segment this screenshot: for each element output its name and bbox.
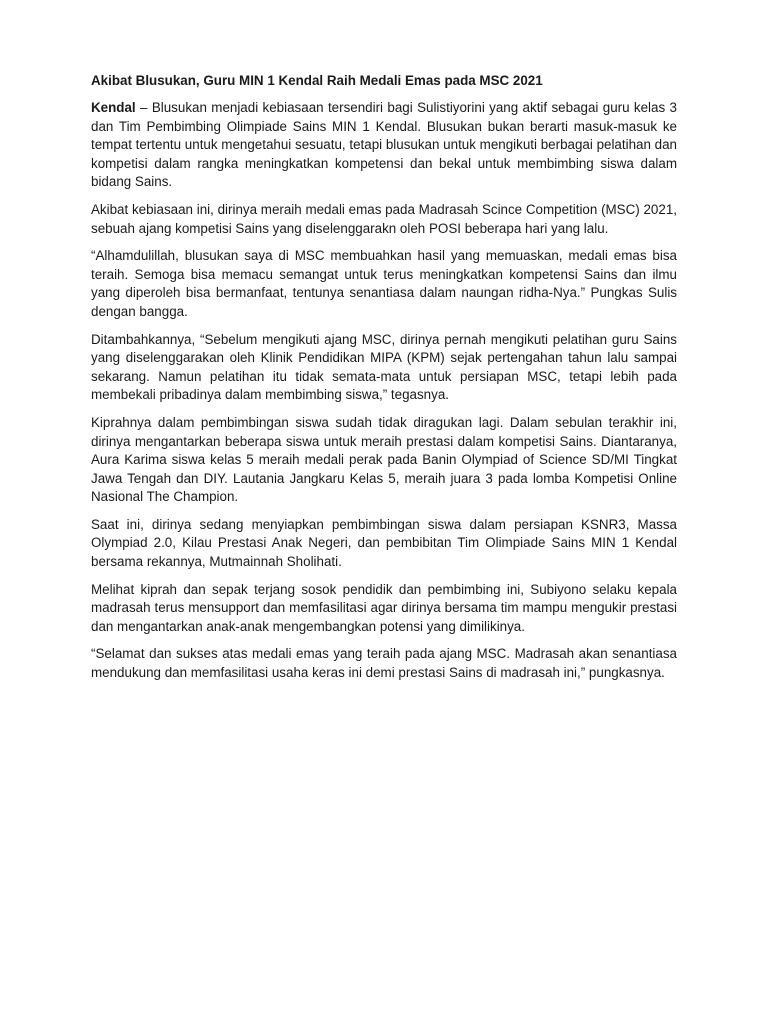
article-paragraph-4: Ditambahkannya, “Sebelum mengikuti ajang MSC, dirinya pernah mengikuti pelatihan guru Sains yang diselenggarakan oleh Klinik Pendidikan MIPA (KPM) sejak pertengahan tahun lalu sampai sekarang. Namun pelatihan itu tidak semata-mata untuk persiapan MSC, tetapi lebih pada membekali pribadinya dalam membimbing siswa,” tegasnya.: [91, 331, 677, 403]
article-paragraph-7: Melihat kiprah dan sepak terjang sosok pendidik dan pembimbing ini, Subiyono selaku kepala madrasah terus mensupport dan memfasilitasi agar dirinya bersama tim mampu mengukir prestasi dan mengantarkan anak-anak mengembangkan potensi yang dimilikinya.: [91, 581, 677, 634]
article-paragraph-1: [91, 99, 677, 192]
document-page: [91, 72, 677, 692]
article-paragraph-1-text: – Blusukan menjadi kebiasaan tersendiri bagi Sulistiyorini yang aktif sebagai guru kelas 3 dan Tim Pembimbing Olimpiade Sains MIN 1 Kendal. Blusukan bukan berarti masuk-masuk ke tempat tertentu untuk mengetahui sesuatu, tetapi blusukan untuk mengikuti berbagai pelatihan dan kompetisi dalam rangka meningkatkan kompetensi dan bekal untuk membimbing siswa dalam bidang Sains.: [91, 100, 677, 190]
article-dateline: Kendal: [91, 100, 136, 115]
article-paragraph-6: Saat ini, dirinya sedang menyiapkan pembimbingan siswa dalam persiapan KSNR3, Massa Olympiad 2.0, Kilau Prestasi Anak Negeri, dan pembibitan Tim Olimpiade Sains MIN 1 Kendal bersama rekannya, Mutmainnah Sholihati.: [91, 516, 677, 570]
article-paragraph-3: “Alhamdulillah, blusukan saya di MSC membuahkan hasil yang memuaskan, medali emas bisa teraih. Semoga bisa memacu semangat untuk terus meningkatkan kompetensi Sains dan ilmu yang diperoleh bisa bermanfaat, tentunya senantiasa dalam naungan ridha-Nya.” Pungkas Sulis dengan bangga.: [91, 248, 677, 319]
article-paragraph-2: Akibat kebiasaan ini, dirinya meraih medali emas pada Madrasah Scince Competition (MSC) 2021, sebuah ajang kompetisi Sains yang diselenggarakn oleh POSI beberapa hari yang lalu.: [91, 201, 677, 236]
article-paragraph-5: Kiprahnya dalam pembimbingan siswa sudah tidak diragukan lagi. Dalam sebulan terakhir ini, dirinya mengantarkan beberapa siswa untuk meraih prestasi dalam kompetisi Sains. Diantaranya, Aura Karima siswa kelas 5 meraih medali perak pada Banin Olympiad of Science SD/MI Tingkat Jawa Tengah dan DIY. Lautania Jangkaru Kelas 5, meraih juara 3 pada lomba Kompetisi Online Nasional The Champion.: [91, 414, 677, 505]
article-paragraph-8: “Selamat dan sukses atas medali emas yang teraih pada ajang MSC. Madrasah akan senantiasa mendukung dan memfasilitasi usaha keras ini demi prestasi Sains di madrasah ini,” pungkasnya.: [91, 646, 677, 681]
article-title: Akibat Blusukan, Guru MIN 1 Kendal Raih Medali Emas pada MSC 2021: [91, 73, 543, 88]
